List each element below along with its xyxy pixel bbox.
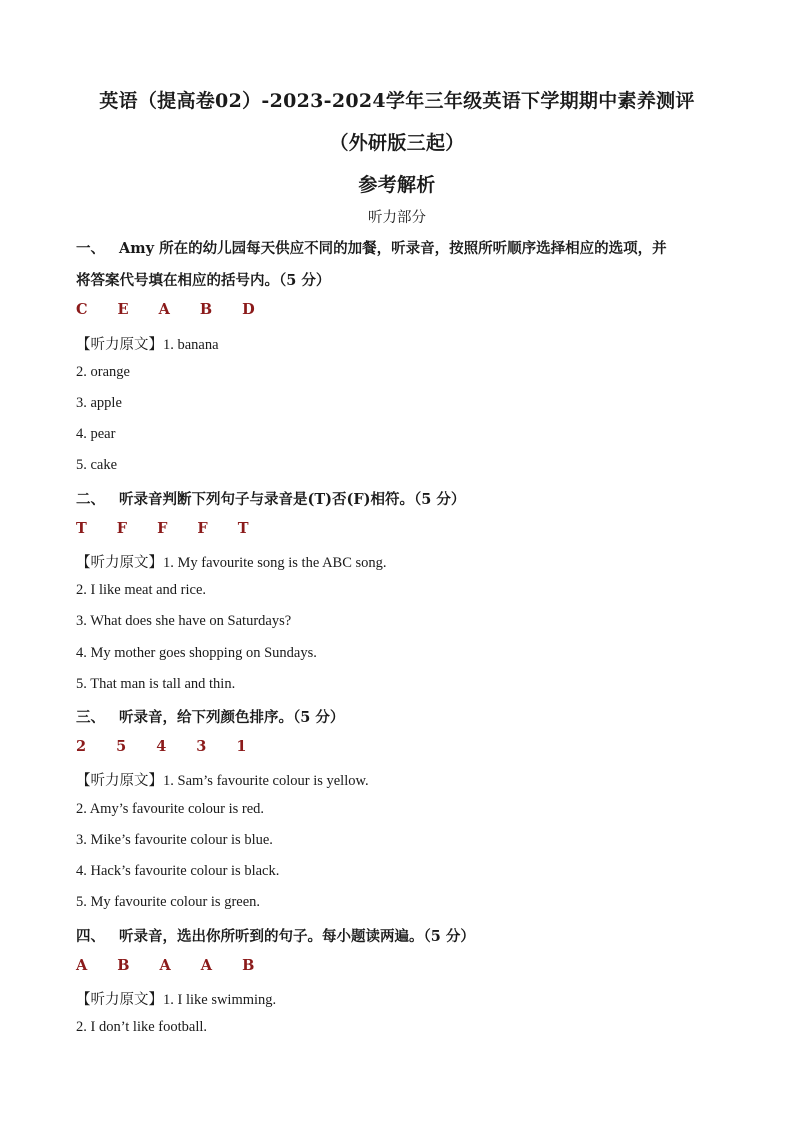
question-4-number: 四、: [76, 928, 105, 945]
transcript-line: 5. That man is tall and thin.: [76, 676, 236, 692]
transcript-line: 4. My mother goes shopping on Sundays.: [76, 645, 317, 661]
question-4: [76, 925, 475, 946]
transcript-line: 2. Amy’s favourite colour is red.: [76, 801, 265, 817]
transcript-line: 2. I don’t like football.: [76, 1019, 208, 1035]
answer: F: [116, 520, 128, 537]
answer: A: [159, 957, 171, 974]
question-1-line1: [76, 237, 667, 258]
transcript-line: 4. Hack’s favourite colour is black.: [76, 863, 280, 879]
question-1-text-line2: 将答案代号填在相应的括号内。（5 分）: [76, 272, 331, 289]
question-2-answers: [76, 520, 278, 537]
transcript-label: 【听力原文】: [76, 773, 163, 789]
answer: D: [242, 301, 255, 318]
question-2: [76, 488, 465, 509]
transcript-line: 3. Mike’s favourite colour is blue.: [76, 832, 273, 848]
answer: 3: [196, 738, 207, 755]
answer: A: [76, 957, 88, 974]
question-1-text: Amy 所在的幼儿园每天供应不同的加餐，听录音，按照所听顺序选择相应的选项，并: [119, 240, 667, 257]
transcript-line: 5. cake: [76, 457, 118, 473]
question-4-text: 听录音，选出你所听到的句子。每小题读两遍。（5 分）: [119, 928, 475, 945]
question-1-answers: [76, 301, 285, 318]
transcript-line: 【听力原文】1. My favourite song is the ABC song.: [76, 555, 387, 571]
transcript-line: 【听力原文】1. Sam’s favourite colour is yellow.: [76, 773, 369, 789]
answer: 2: [76, 738, 87, 755]
answer: C: [76, 301, 88, 318]
answer: B: [199, 301, 213, 318]
question-1-number: 一、: [76, 240, 105, 257]
answer: E: [117, 301, 129, 318]
section-label: 听力部分: [368, 210, 426, 226]
transcript-line: 3. What does she have on Saturdays?: [76, 613, 292, 629]
question-3-text: 听录音，给下列颜色排序。（5 分）: [119, 709, 345, 726]
question-4-answers: [76, 957, 284, 974]
answer: B: [242, 957, 255, 974]
transcript-line: 2. I like meat and rice.: [76, 582, 207, 598]
question-2-text: 听录音判断下列句子与录音是(T)否(F)相符。（5 分）: [119, 491, 466, 508]
answer: T: [237, 520, 249, 537]
transcript-label: 【听力原文】: [76, 555, 163, 571]
answer: A: [158, 301, 170, 318]
answer: 4: [156, 738, 167, 755]
transcript-label: 【听力原文】: [76, 992, 163, 1008]
transcript-line: 3. apple: [76, 395, 122, 411]
answer: T: [76, 520, 87, 537]
transcript-line: 4. pear: [76, 426, 116, 442]
transcript-line: 【听力原文】1. banana: [76, 337, 219, 353]
question-3-answers: [76, 738, 276, 755]
answer: 5: [116, 738, 127, 755]
question-2-number: 二、: [76, 491, 105, 508]
page-title: 英语（提高卷02）-2023-2024学年三年级英语下学期期中素养测评: [99, 90, 695, 112]
transcript-line: 5. My favourite colour is green.: [76, 894, 261, 910]
question-3-number: 三、: [76, 709, 105, 726]
answer: F: [197, 520, 208, 537]
answer: B: [117, 957, 130, 974]
transcript-label: 【听力原文】: [76, 337, 163, 353]
transcript-line: 2. orange: [76, 364, 130, 380]
answer: F: [157, 520, 168, 537]
page-subtitle: 参考解析: [358, 174, 436, 196]
page-title-edition: （外研版三起）: [329, 132, 465, 154]
answer: 1: [236, 738, 247, 755]
transcript-line: 【听力原文】1. I like swimming.: [76, 992, 277, 1008]
answer: A: [200, 957, 213, 974]
question-3: [76, 706, 344, 727]
